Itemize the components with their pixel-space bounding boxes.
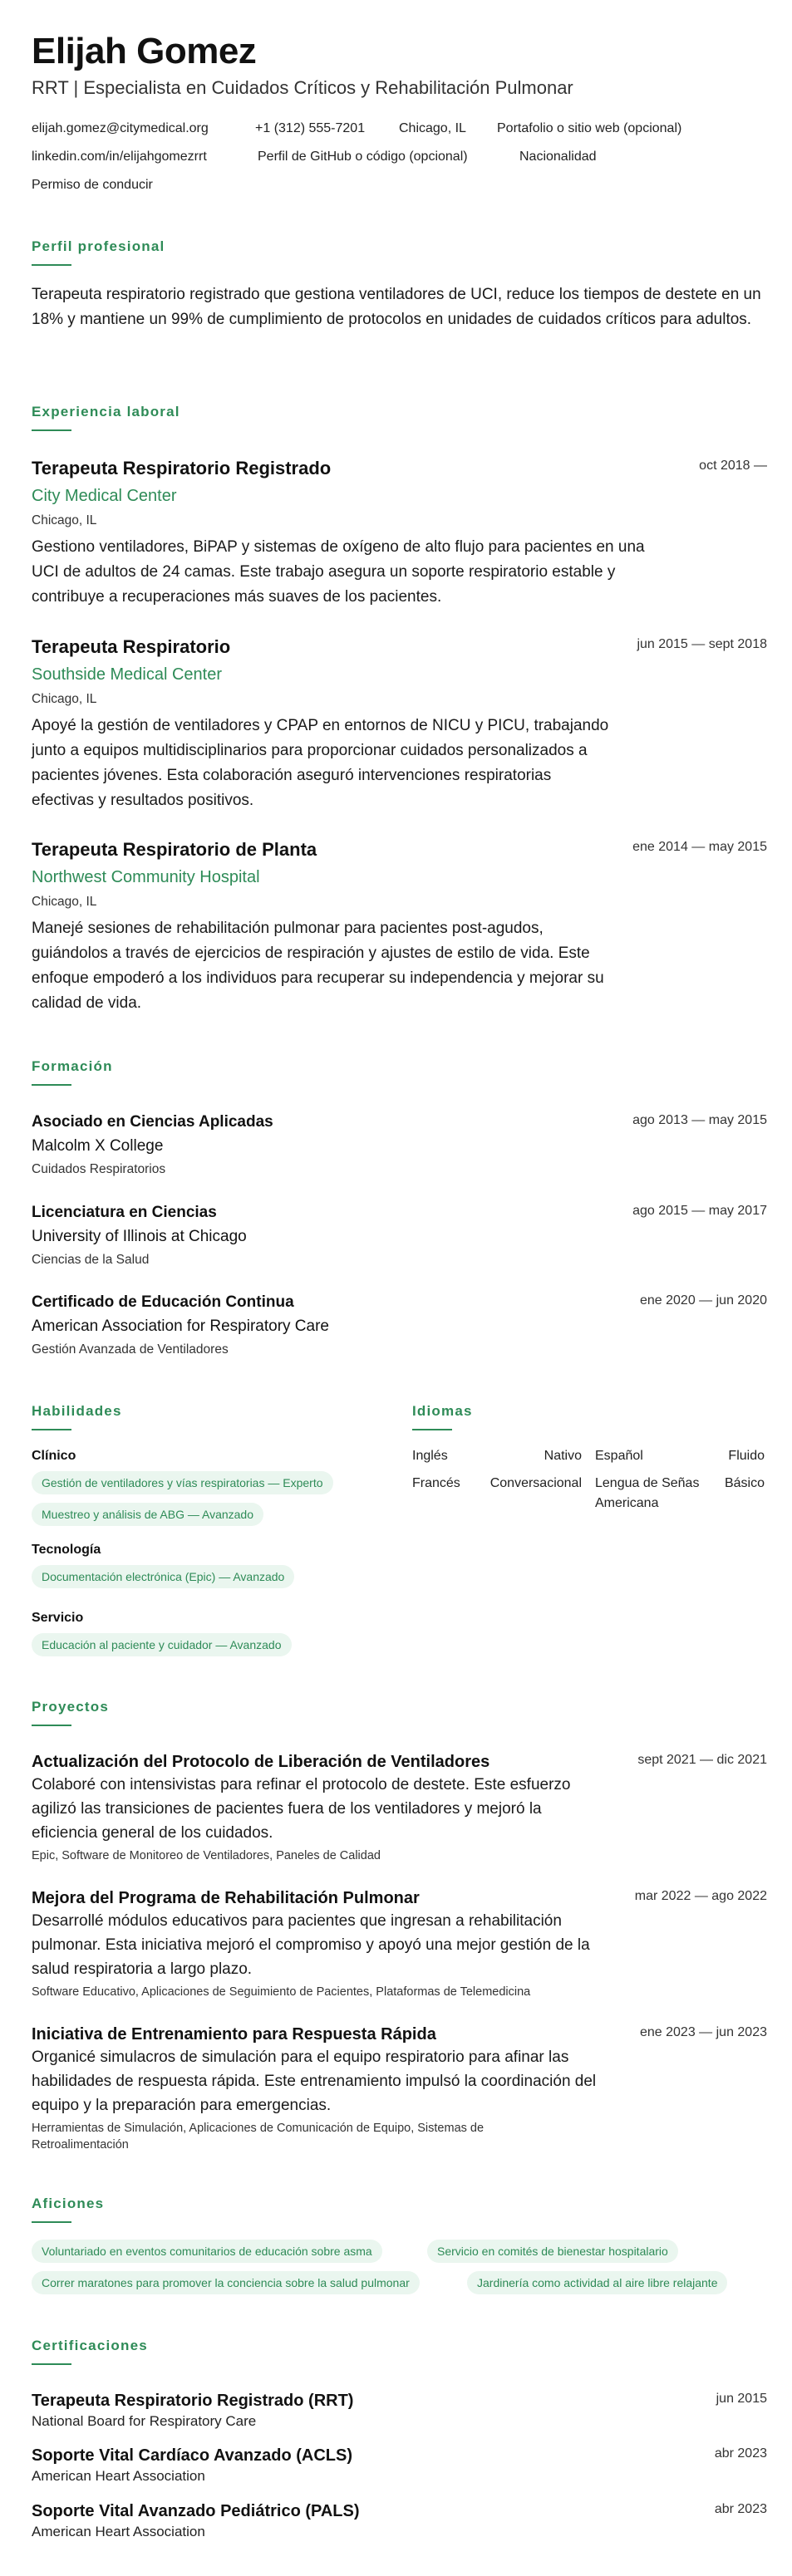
education-degree: Licenciatura en Ciencias: [32, 1204, 217, 1221]
profile-summary: Terapeuta respiratorio registrado que gestiona ventiladores de UCI, reduce los tiempos de destete en un 18% y mantiene un 99% de cumplimiento de protocolos en unidades de cuidados críticos para adultos.: [32, 286, 761, 328]
job-dates: oct 2018 —: [699, 459, 767, 473]
certification-title: Soporte Vital Avanzado Pediátrico (PALS): [32, 2502, 360, 2520]
skill-group-title: Servicio: [32, 1611, 84, 1625]
section-title-certifications: Certificaciones: [32, 2338, 148, 2353]
job-location: Chicago, IL: [32, 895, 97, 909]
education-school: University of Illinois at Chicago: [32, 1228, 247, 1245]
project-description: Organicé simulacros de simulación para el equipo respiratorio para afinar las habilidades de respuesta rápida. Este entrenamiento impulsó la coordinación del equipo y la preparación para emergencias.: [32, 2049, 597, 2114]
section-title-profile: Perfil profesional: [32, 238, 165, 254]
education-field: Ciencias de la Salud: [32, 1253, 150, 1267]
section-rule: [32, 2221, 71, 2223]
certification-title: Soporte Vital Cardíaco Avanzado (ACLS): [32, 2446, 352, 2465]
job-description: Manejé sesiones de rehabilitación pulmonar para pacientes post-agudos, guiándolos a través de ejercicios de respiración y ajustes de estilo de vida. Este enfoque empoderó a los individuos para recuperar su independencia y mejorar su calidad de vida.: [32, 920, 604, 1012]
language-name: Lengua de Señas Americana: [595, 1476, 700, 1510]
project-description: Desarrollé módulos educativos para pacientes que ingresan a rehabilitación pulmonar. Esta iniciativa mejoró el compromiso y apoyó una mejor gestión de la salud respiratoria a largo plazo.: [32, 1912, 590, 1978]
project-tech: Epic, Software de Monitoreo de Ventiladores, Paneles de Calidad: [32, 1849, 381, 1862]
language-level: Conversacional: [489, 1476, 582, 1490]
job-location: Chicago, IL: [32, 513, 97, 527]
skill-group-title: Tecnología: [32, 1543, 101, 1557]
education-field: Cuidados Respiratorios: [32, 1162, 166, 1176]
project-title: Actualización del Protocolo de Liberación de Ventiladores: [32, 1753, 490, 1771]
education-school: American Association for Respiratory Care: [32, 1317, 329, 1335]
language-name: Francés: [412, 1476, 460, 1490]
language-level: Básico: [724, 1476, 765, 1490]
contact-nationality: Nacionalidad: [519, 150, 597, 164]
skill-pill: Gestión de ventiladores y vías respiratorias — Experto: [32, 1471, 333, 1494]
section-title-experience: Experiencia laboral: [32, 404, 180, 420]
project-title: Mejora del Programa de Rehabilitación Pulmonar: [32, 1889, 420, 1907]
certification-issuer: American Heart Association: [32, 2524, 205, 2539]
language-name: Español: [595, 1449, 643, 1463]
education-dates: ene 2020 — jun 2020: [639, 1293, 767, 1308]
section-title-hobbies: Aficiones: [32, 2196, 105, 2211]
project-description: Colaboré con intensivistas para refinar el protocolo de destete. Este esfuerzo agilizó las transiciones de pacientes fuera de los ventiladores y mejoró la eficiencia general de los cuidados.: [32, 1776, 571, 1842]
education-school: Malcolm X College: [32, 1137, 164, 1155]
job-dates: ene 2014 — may 2015: [632, 840, 767, 854]
language-level: Nativo: [544, 1449, 582, 1463]
job-location: Chicago, IL: [32, 692, 97, 706]
hobby-pill: Voluntariado en eventos comunitarios de educación sobre asma: [32, 2240, 382, 2263]
hobby-pill: Correr maratones para promover la conciencia sobre la salud pulmonar: [32, 2271, 420, 2294]
candidate-subtitle: RRT | Especialista en Cuidados Críticos y Rehabilitación Pulmonar: [32, 77, 573, 98]
language-level: Fluido: [728, 1449, 765, 1463]
contact-location: Chicago, IL: [399, 121, 466, 135]
contact-github[interactable]: Perfil de GitHub o código (opcional): [258, 150, 468, 164]
certification-date: jun 2015: [716, 2392, 767, 2406]
skill-pill: Muestreo y análisis de ABG — Avanzado: [32, 1503, 263, 1526]
section-rule: [32, 1429, 71, 1430]
section-title-skills: Habilidades: [32, 1403, 122, 1419]
job-title: Terapeuta Respiratorio de Planta: [32, 839, 317, 860]
education-dates: ago 2013 — may 2015: [632, 1113, 767, 1127]
skill-pill: Documentación electrónica (Epic) — Avanzado: [32, 1565, 294, 1588]
language-name: Inglés: [412, 1449, 448, 1463]
candidate-name: Elijah Gomez: [32, 31, 257, 71]
job-description: Gestiono ventiladores, BiPAP y sistemas de oxígeno de alto flujo para pacientes en una UCI de adultos de 24 camas. Este trabajo asegura un soporte respiratorio estable y contribuye a recuperaciones más suaves de los pacientes.: [32, 538, 645, 606]
skill-group-title: Clínico: [32, 1449, 76, 1463]
contact-license: Permiso de conducir: [32, 178, 153, 192]
education-degree: Certificado de Educación Continua: [32, 1293, 294, 1311]
section-title-education: Formación: [32, 1058, 113, 1074]
job-employer: Northwest Community Hospital: [32, 868, 260, 886]
certification-date: abr 2023: [714, 2446, 767, 2461]
section-rule: [32, 1725, 71, 1726]
contact-email[interactable]: elijah.gomez@citymedical.org: [32, 121, 209, 135]
certification-issuer: National Board for Respiratory Care: [32, 2413, 257, 2429]
job-employer: Southside Medical Center: [32, 665, 223, 684]
project-dates: mar 2022 — ago 2022: [634, 1889, 767, 1903]
job-employer: City Medical Center: [32, 487, 177, 505]
job-description: Apoyé la gestión de ventiladores y CPAP en entornos de NICU y PICU, trabajando junto a equipos multidisciplinarios para proporcionar cuidados personalizados a pacientes jóvenes. Esta colaboración aseguró intervenciones respiratorias efectivas y resultados positivos.: [32, 717, 609, 809]
contact-portfolio[interactable]: Portafolio o sitio web (opcional): [497, 121, 682, 135]
section-rule: [32, 429, 71, 431]
section-rule: [32, 264, 71, 266]
education-degree: Asociado en Ciencias Aplicadas: [32, 1113, 273, 1131]
job-title: Terapeuta Respiratorio Registrado: [32, 458, 332, 478]
project-dates: sept 2021 — dic 2021: [637, 1753, 767, 1767]
section-rule: [32, 1084, 71, 1086]
project-dates: ene 2023 — jun 2023: [639, 2025, 767, 2039]
contact-phone[interactable]: +1 (312) 555-7201: [255, 121, 366, 135]
project-tech: Software Educativo, Aplicaciones de Seguimiento de Pacientes, Plataformas de Telemedicina: [32, 1985, 531, 1999]
skill-pill: Educación al paciente y cuidador — Avanzado: [32, 1633, 292, 1656]
certification-date: abr 2023: [714, 2502, 767, 2516]
section-title-projects: Proyectos: [32, 1699, 110, 1715]
project-title: Iniciativa de Entrenamiento para Respuesta Rápida: [32, 2025, 436, 2044]
section-title-languages: Idiomas: [412, 1403, 473, 1419]
education-dates: ago 2015 — may 2017: [632, 1204, 767, 1218]
hobby-pill: Jardinería como actividad al aire libre relajante: [467, 2271, 727, 2294]
education-field: Gestión Avanzada de Ventiladores: [32, 1342, 229, 1357]
job-title: Terapeuta Respiratorio: [32, 636, 231, 657]
section-rule: [412, 1429, 452, 1430]
contact-linkedin[interactable]: linkedin.com/in/elijahgomezrrt: [32, 150, 207, 164]
section-rule: [32, 2363, 71, 2365]
project-tech: Herramientas de Simulación, Aplicaciones de Comunicación de Equipo, Sistemas de Retroalimentación: [32, 2122, 485, 2152]
job-dates: jun 2015 — sept 2018: [637, 637, 767, 651]
certification-issuer: American Heart Association: [32, 2468, 205, 2484]
certification-title: Terapeuta Respiratorio Registrado (RRT): [32, 2392, 354, 2410]
hobby-pill: Servicio en comités de bienestar hospitalario: [427, 2240, 678, 2263]
